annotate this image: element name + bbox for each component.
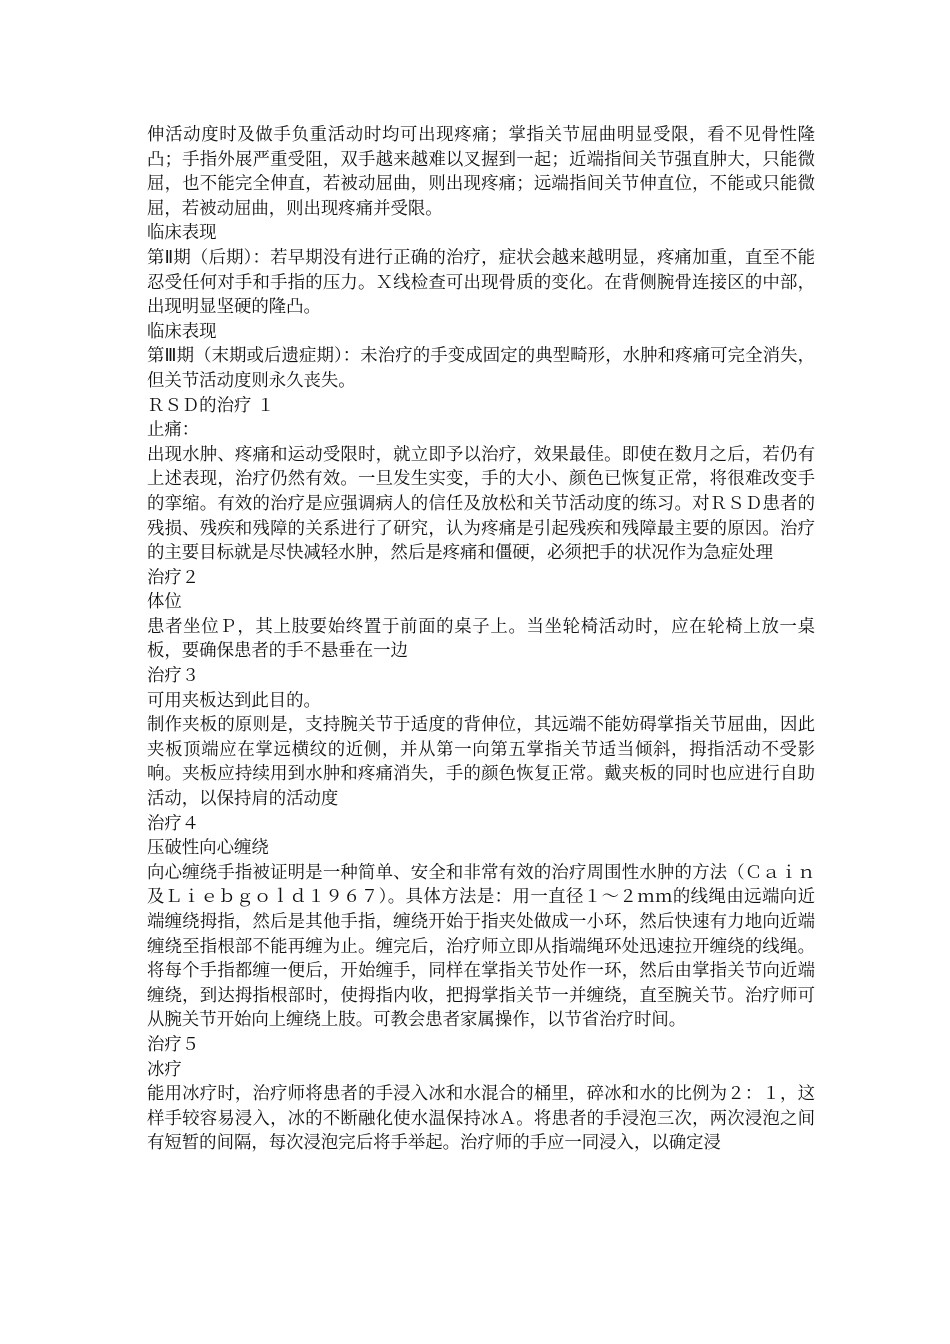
section-heading: 临床表现: [147, 223, 217, 244]
sub-heading: 体位: [147, 592, 182, 613]
body-paragraph: 患者坐位Ｐ，其上肢要始终置于前面的桌子上。当坐轮椅活动时，应在轮椅上放一桌板，要确保患者的手不悬垂在一边: [147, 616, 815, 662]
body-paragraph: 第Ⅱ期（后期）：若早期没有进行正确的治疗，症状会越来越明显，疼痛加重，直至不能忍受任何对手和手指的压力。Ｘ线检查可出现骨质的变化。在背侧腕骨连接区的中部，出现明显坚硬的隆凸。: [147, 247, 815, 318]
sub-heading: 止痛：: [147, 420, 200, 441]
section-heading: 治疗２: [147, 567, 200, 588]
sub-heading: 压破性向心缠绕: [147, 838, 269, 859]
body-paragraph: 制作夹板的原则是，支持腕关节于适度的背伸位，其远端不能妨碍掌指关节屈曲，因此夹板顶端应在掌远横纹的近侧，并从第一向第五掌指关节适当倾斜，拇指活动不受影响。夹板应持续用到水肿和疼痛消失，手的颜色恢复正常。戴夹板的同时也应进行自助活动，以保持肩的活动度: [147, 715, 815, 810]
body-paragraph: 向心缠绕手指被证明是一种简单、安全和非常有效的治疗周围性水肿的方法（Ｃａｉｎ及Ｌｉｅｂｇｏｌｄ１９６７）。具体方法是：用一直径１～２ｍｍ的线绳由远端向近端缠绕拇指，然后是其他手指，缠绕开始于指夹处做成一小环，然后快速有力地向近端缠绕至指根部不能再缠为止。缠完后，治疗师立即从指端绳环处迅速拉开缠绕的线绳。将每个手指都缠一便后，开始缠手，同样在掌指关节处作一环，然后由掌指关节向近端缠绕，到达拇指根部时，使拇指内收，把拇掌指关节一并缠绕，直至腕关节。治疗师可从腕关节开始向上缠绕上肢。可教会患者家属操作，以节省治疗时间。: [147, 862, 815, 1031]
sub-heading: 冰疗: [147, 1059, 182, 1080]
body-paragraph: 伸活动度时及做手负重活动时均可出现疼痛；掌指关节屈曲明显受限，看不见骨性隆凸；手指外展严重受阻，双手越来越难以叉握到一起；近端指间关节强直肿大，只能微屈，也不能完全伸直，若被动屈曲，则出现疼痛；远端指间关节伸直位，不能或只能微屈，若被动屈曲，则出现疼痛并受限。: [147, 125, 815, 219]
body-paragraph: 出现水肿、疼痛和运动受限时，就立即予以治疗，效果最佳。即使在数月之后，若仍有上述表现，治疗仍然有效。一旦发生实变，手的大小、颜色已恢复正常，将很难改变手的挛缩。有效的治疗是应强调病人的信任及放松和关节活动度的练习。对ＲＳＤ患者的残损、残疾和残障的关系进行了研究，认为疼痛是引起残疾和残障最主要的原因。治疗的主要目标就是尽快减轻水肿，然后是疼痛和僵硬，必须把手的状况作为急症处理: [147, 444, 815, 564]
body-paragraph: 第Ⅲ期（末期或后遗症期）：未治疗的手变成固定的典型畸形，水肿和疼痛可完全消失，但关节活动度则永久丧失。: [147, 346, 815, 391]
section-heading: 治疗３: [147, 666, 200, 687]
section-heading: 治疗５: [147, 1034, 200, 1055]
document-page: [147, 123, 815, 1156]
body-paragraph: 能用冰疗时，治疗师将患者的手浸入冰和水混合的桶里，碎冰和水的比例为２：１，这样手较容易浸入，冰的不断融化使水温保持冰Ａ。将患者的手浸泡三次，两次浸泡之间有短暂的间隔，每次浸泡完后将手举起。治疗师的手应一同浸入，以确定浸: [147, 1084, 815, 1154]
body-paragraph: 可用夹板达到此目的。: [147, 690, 321, 711]
section-heading: ＲＳＤ的治疗 １: [147, 395, 275, 416]
section-heading: 临床表现: [147, 321, 217, 342]
section-heading: 治疗４: [147, 813, 200, 834]
